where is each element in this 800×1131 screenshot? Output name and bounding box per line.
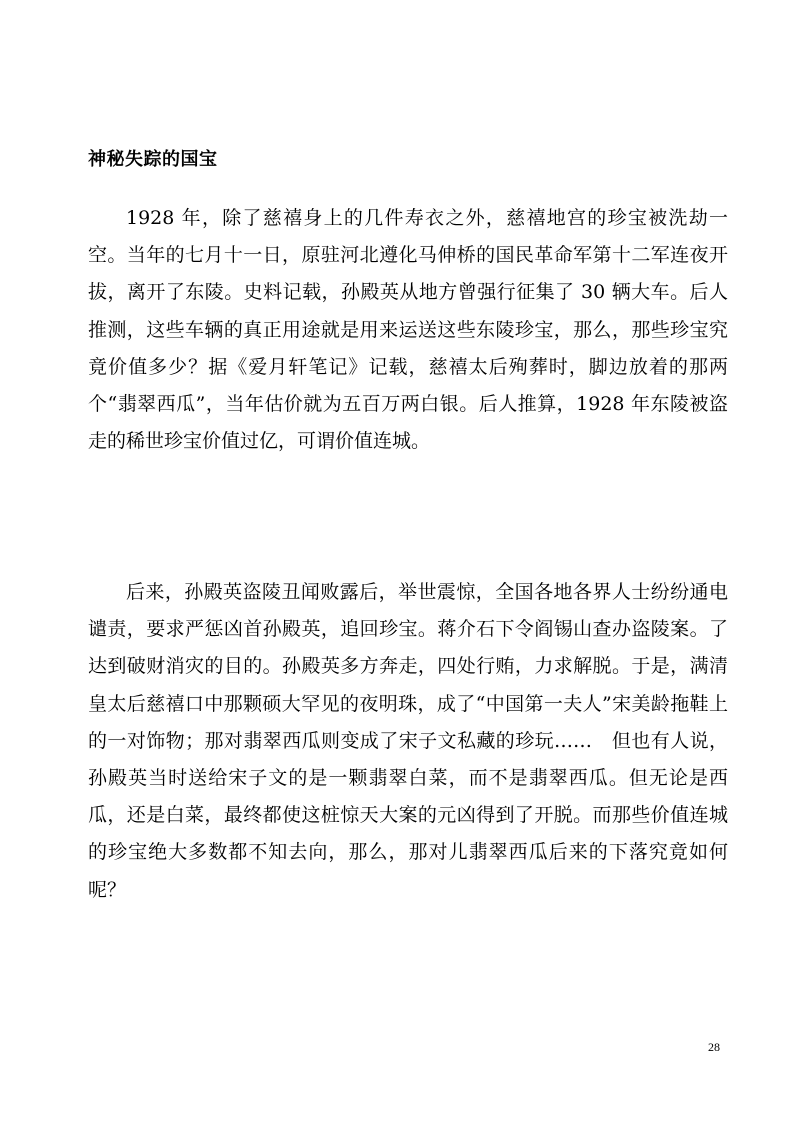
- page-number: 28: [708, 1040, 720, 1054]
- paragraph-1: 1928 年，除了慈禧身上的几件寿衣之外，慈禧地宫的珍宝被洗劫一空。当年的七月十一日，原驻河北遵化马伸桥的国民革命军第十二军连夜开拔，离开了东陵。史料记载，孙殿英从地方曾强行征集了 30 辆大车。后人推测，这些车辆的真正用途就是用来运送这些东陵珍宝，那么，那些珍宝究竟价值多少？据《爱月轩笔记》记载，慈禧太后殉葬时，脚边放着的那两个“翡翠西瓜”，当年估价就为五百万两白银。后人推算，1928 年东陵被盗走的稀世珍宝价值过亿，可谓价值连城。: [88, 207, 728, 453]
- section-title: 神秘失踪的国宝: [88, 149, 218, 170]
- paragraph-2: 后来，孙殿英盗陵丑闻败露后，举世震惊，全国各地各界人士纷纷通电谴责，要求严惩凶首孙殿英，追回珍宝。蒋介石下令阎锡山查办盗陵案。了达到破财消灾的目的。孙殿英多方奔走，四处行贿，力求解脱。于是，满清皇太后慈禧口中那颗硕大罕见的夜明珠，成了“中国第一夫人”宋美龄拖鞋上的一对饰物；那对翡翠西瓜则变成了宋子文私藏的珍玩…… 但也有人说，孙殿英当时送给宋子文的是一颗翡翠白菜，而不是翡翠西瓜。但无论是西瓜，还是白菜，最终都使这桩惊天大案的元凶得到了开脱。而那些价值连城的珍宝绝大多数都不知去向，那么，那对儿翡翠西瓜后来的下落究竟如何呢？: [88, 581, 728, 901]
